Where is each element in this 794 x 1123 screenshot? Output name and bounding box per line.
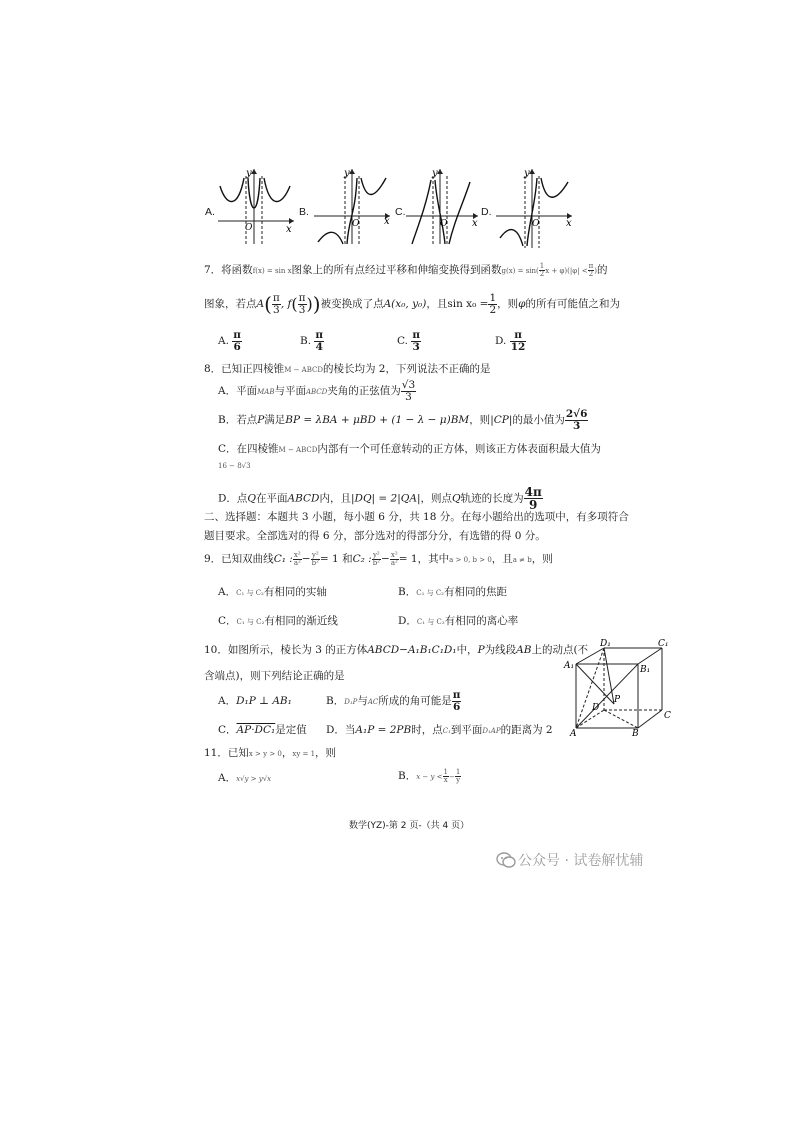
cube-label-c: C (664, 711, 671, 721)
q8-option-c: C．在四棱锥M − ABCD内部有一个可任意转动的正方体，则该正方体表面积最大值为 (218, 443, 601, 455)
q7-g-frac: $\frac{1}{2}$ (539, 261, 545, 278)
q7-mid: 图象上的所有点经过平移和伸缩变换得到函数 (291, 264, 502, 276)
graph-b (312, 166, 392, 246)
q9-option-d: D．C₁ 与 C₂有相同的离心率 (398, 615, 519, 627)
q7-phi: φ (518, 298, 526, 310)
q7-line2: 图象，若点A( $\frac{\pi}{3}$ , f( $\frac{\pi}{3}$ ))被变换成了点A(x₀, y₀)，且sin x₀ = $\frac{1}{2}$ ，则φ的所有可能值之和为 (204, 292, 620, 316)
cube-label-a1: A₁ (564, 661, 575, 671)
q7-prefix: 7．将函数 (204, 264, 253, 276)
graph-d (494, 166, 574, 250)
q7-line1 (204, 262, 607, 278)
q7-f-label: , f (280, 298, 292, 310)
q8-pyramid: M − ABCD (284, 366, 323, 374)
section-2-line-2: 题目要求。全部选对的得 6 分，部分选对的得部分分，有选错的得 0 分。 (204, 530, 546, 542)
watermark-text: 公众号 · 试卷解忧辅 (518, 853, 644, 869)
q7-l2-c: ，且 (426, 298, 448, 310)
q10-option-d: D．当A₁P = 2PB时，点C₁到平面D₁AP的距离为 2 (326, 724, 553, 736)
page-footer: 数学(YZ)-第 2 页-（共 4 页） (349, 821, 470, 831)
graph-a-x: x (286, 224, 292, 235)
q7-cond-frac: $\frac{\pi}{2}$ (588, 261, 594, 278)
q7-option-c: C. $\frac{\pi}{3}$ (397, 329, 421, 353)
q10-line1: 10．如图所示，棱长为 3 的正方体ABCD−A₁B₁C₁D₁中，P为线段AB上的动点(不 (204, 644, 589, 656)
cube-label-b1: B₁ (640, 665, 651, 675)
q10-line2: 含端点)，则下列结论正确的是 (204, 670, 345, 682)
section-2-line-1: 二、选择题：本题共 3 小题，每小题 6 分，共 18 分。在每小题给出的选项中，有多项符合 (204, 511, 629, 523)
q7-l2-a: 图象，若点 (204, 298, 257, 310)
cube-label-b: B (632, 729, 639, 739)
graph-c-y: y (432, 168, 438, 179)
q7-l2-e: 的所有可能值之和为 (525, 298, 620, 310)
q11-stem: 11．已知x > y > 0，xy = 1，则 (204, 747, 337, 759)
graph-c-label: C. (395, 206, 406, 218)
cube-label-a: A (570, 729, 577, 739)
graph-c-x: x (472, 218, 478, 229)
q7-a0: A(x₀, y₀) (383, 298, 427, 310)
q7-frac1: $\frac{\pi}{3}$ (272, 292, 280, 316)
cube-label-p: P (614, 695, 621, 705)
q10-option-a: A．D₁P ⊥ AB₁ (218, 695, 292, 707)
cube-label-c1: C₁ (658, 639, 669, 649)
graph-b-x: x (384, 216, 390, 227)
graph-d-x: x (566, 218, 572, 229)
graph-a-label: A. (205, 206, 215, 218)
graph-d-label: D. (481, 206, 492, 218)
q8-option-a: A．平面MAB与平面ABCD夹角的正弦值为 $\frac{√3}{3}$ (218, 379, 416, 403)
q7-point-a: A (256, 298, 265, 310)
graph-a (216, 166, 296, 246)
q7-l2-b: 被变换成了点 (320, 298, 384, 310)
q7-end: 的 (596, 264, 608, 276)
graph-a-y: y (246, 168, 252, 179)
q10-option-c: C．AP·DC₁是定值 (218, 724, 307, 736)
graph-d-origin: O (532, 219, 540, 229)
q7-option-d: D. $\frac{\pi}{12}$ (495, 329, 526, 353)
cube-label-d: D (592, 703, 600, 713)
graph-d-y: y (524, 168, 530, 179)
q8-option-d: D．点Q在平面ABCD内，且|DQ| = 2|QA|，则点Q轨迹的长度为 $\frac{4\pi}{9}$ (218, 485, 542, 512)
graph-b-label: B. (299, 206, 309, 218)
q10-option-b: B．D₁P与AC所成的角可能是 $\frac{\pi}{6}$ (326, 689, 461, 713)
graph-c-origin: O (440, 219, 448, 229)
q7-g: g(x) = sin( (501, 267, 539, 275)
q7-f: f(x) = sin x (252, 267, 292, 275)
q7-g-tail: x + φ) (545, 267, 568, 275)
graph-a-origin: O (245, 223, 253, 233)
q8-stem: 8．已知正四棱锥M − ABCD的棱长均为 2，下列说法不正确的是 (204, 363, 491, 375)
q7-option-a: A. $\frac{\pi}{6}$ (218, 329, 241, 353)
q7-option-b: B. $\frac{\pi}{4}$ (300, 329, 324, 353)
watermark (496, 850, 666, 870)
q7-frac2: $\frac{\pi}{3}$ (298, 292, 306, 316)
cube-figure (562, 636, 672, 740)
graph-c (404, 166, 480, 246)
graph-b-y: y (344, 168, 350, 179)
q9-stem: 9．已知双曲线C₁ : $\frac{\text{x²}}{\text{a²}}$ − $\frac{\text{y²}}{\text{b²}}$ = 1 和C₂ : $\frac{\text{y²}}{\text{b²}}$ − $\frac{\text{x²}}{\text{a²}}$ = 1，其中a > 0, b > 0，且a ≠ b，则 (204, 550, 553, 567)
q7-l2-d: ，则 (497, 298, 519, 310)
q7-cond: (|φ| < (567, 267, 588, 275)
q7-sin: sin x₀ = (447, 298, 489, 310)
q9-option-b: B．C₁ 与 C₂有相同的焦距 (398, 586, 507, 598)
graph-b-origin: O (352, 219, 360, 229)
wechat-icon (496, 851, 516, 869)
q11-option-a: A．x√y > y√x (218, 772, 272, 784)
q9-option-c: C．C₁ 与 C₂有相同的渐近线 (218, 615, 338, 627)
q7-sin-frac: $\frac{1}{2}$ (489, 292, 497, 316)
q7-cond-tail: ) (594, 267, 597, 275)
q8-option-b: B．若点P满足BP = λBA + μBD + (1 − λ − μ)BM，则|CP|的最小值为 $\frac{2√6}{3}$ (218, 408, 588, 432)
q9-option-a: A．C₁ 与 C₂有相同的实轴 (218, 586, 327, 598)
q11-option-b: B．x − y < $\frac{1}{x}$ − $\frac{1}{y}$ (398, 767, 461, 784)
cube-label-d1: D₁ (600, 639, 611, 649)
q8-option-c-value: 16 − 8√3 (218, 462, 251, 470)
